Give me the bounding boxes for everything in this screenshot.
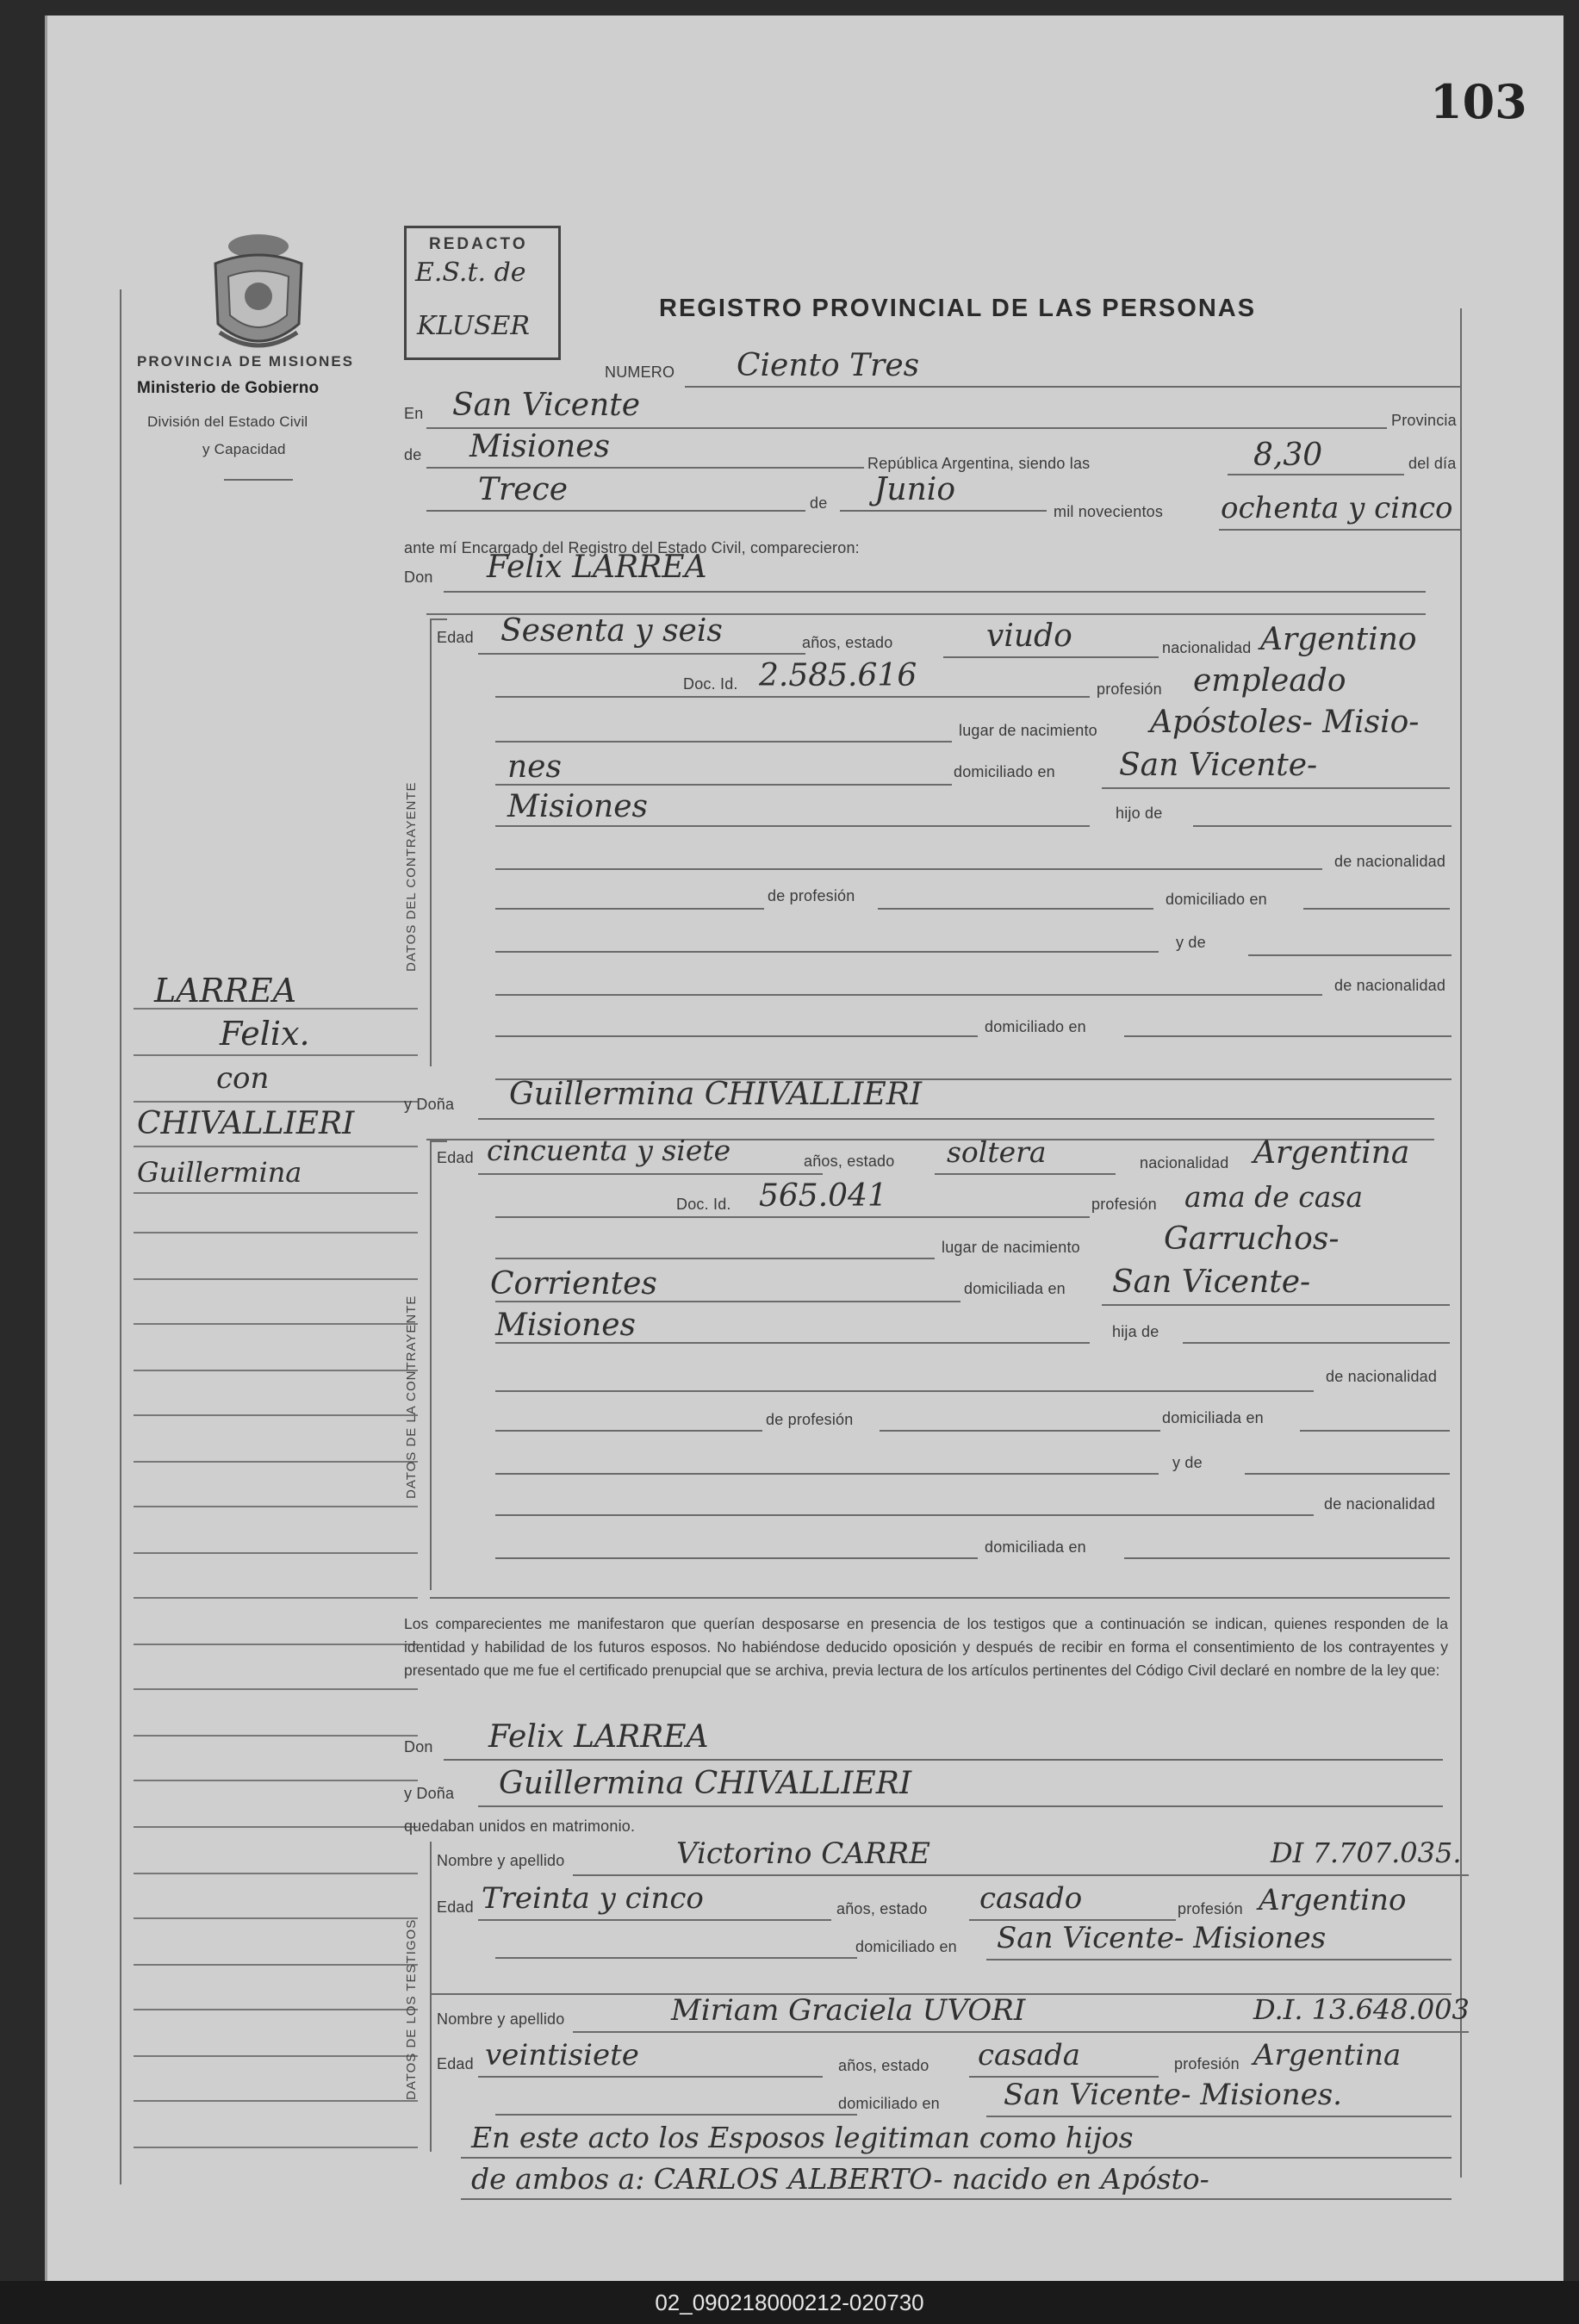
t1-prof-label: profesión: [1178, 1900, 1243, 1917]
contrayente-section-label: DATOS DEL CONTRAYENTE: [404, 781, 419, 972]
republica-label: República Argentina, siendo las: [867, 455, 1091, 472]
margin-note-line-1: LARREA: [154, 972, 297, 1010]
t2-anos-label: años, estado: [838, 2057, 929, 2074]
edad-f-value: cincuenta y siete: [487, 1134, 731, 1167]
t2-doc-value: D.I. 13.648.003: [1253, 1993, 1470, 2026]
y-de-label: y de: [1176, 934, 1206, 951]
quedaban-label: quedaban unidos en matrimonio.: [404, 1818, 636, 1835]
stamp-label: REDACTO: [429, 235, 528, 253]
dom-label: domiciliado en: [954, 763, 1055, 780]
de-nacionalidad-label-2: de nacionalidad: [1334, 977, 1446, 994]
legitimation-note-line-1: En este acto los Esposos legitiman como hijos: [471, 2121, 1134, 2154]
anos-label: años, estado: [802, 634, 893, 651]
redacto-stamp: [404, 226, 561, 360]
de-value: Misiones: [469, 429, 611, 464]
t2-nombre-label: Nombre y apellido: [437, 2010, 565, 2028]
document-title: REGISTRO PROVINCIAL DE LAS PERSONAS: [659, 295, 1257, 322]
de-profesion-label: de profesión: [768, 887, 855, 904]
union-dona-value: Guillermina CHIVALLIERI: [499, 1766, 912, 1801]
lugar-value-2: nes: [507, 749, 562, 785]
dona-value: Guillermina CHIVALLIERI: [509, 1077, 923, 1112]
t1-anos-label: años, estado: [836, 1900, 928, 1917]
t2-edad-value: veintisiete: [485, 2038, 639, 2072]
prof-f-value: ama de casa: [1184, 1180, 1364, 1214]
lugar-label: lugar de nacimiento: [959, 722, 1097, 739]
numero-label: NUMERO: [605, 364, 675, 381]
t1-doc-value: DI 7.707.035.: [1271, 1836, 1462, 1869]
doc-f-label: Doc. Id.: [676, 1196, 731, 1213]
t1-edad-value: Treinta y cinco: [482, 1881, 704, 1916]
estado-f-value: soltera: [947, 1135, 1047, 1169]
prof-value: empleado: [1193, 663, 1346, 699]
lugar-f-label: lugar de nacimiento: [942, 1239, 1080, 1256]
nac-f-label: nacionalidad: [1140, 1154, 1229, 1171]
del-dia-label: del día: [1408, 455, 1457, 472]
ante-label: ante mí Encargado del Registro del Estado Civil, comparecieron:: [404, 539, 860, 556]
header-divider: [224, 479, 293, 481]
contrayente-bracket: [430, 618, 432, 1066]
prof-label: profesión: [1097, 680, 1162, 698]
de-nacionalidad-f-label-2: de nacionalidad: [1324, 1495, 1436, 1513]
hora-value: 8,30: [1253, 438, 1323, 473]
de-nacionalidad-label: de nacionalidad: [1334, 853, 1446, 870]
anio-value: ochenta y cinco: [1221, 491, 1453, 525]
nac-f-value: Argentina: [1253, 1135, 1410, 1171]
lugar-value: Apóstoles- Misio-: [1150, 705, 1420, 740]
numero-value: Ciento Tres: [737, 348, 920, 383]
nac-value: Argentino: [1260, 622, 1417, 657]
margin-note-line-4: CHIVALLIERI: [137, 1106, 355, 1141]
hija-label: hija de: [1112, 1323, 1159, 1340]
union-don-value: Felix LARREA: [488, 1719, 709, 1755]
doc-value: 2.585.616: [759, 658, 917, 693]
de-profesion-f-label: de profesión: [766, 1411, 854, 1428]
declaration-paragraph: Los comparecientes me manifestaron que querían desposarse en presencia de los testigos que a continuación se indican, quienes responden de la identidad y habilidad de los futuros esposos. No habiéndose deducido oposición y después de recibir en forma el consentimiento de los contrayentes y presentado que me fue el certificado prenupcial que se archiva, previa lectura de los artículos pertinentes del Código Civil declaré en nombre de la ley que:: [404, 1615, 1448, 1679]
t2-prof-value: Argentina: [1253, 2038, 1402, 2072]
t2-edad-label: Edad: [437, 2055, 474, 2072]
de-nacionalidad-f-label: de nacionalidad: [1326, 1368, 1438, 1385]
edad-f-label: Edad: [437, 1149, 474, 1166]
legitimation-note-line-2: de ambos a: CARLOS ALBERTO- nacido en Apósto-: [471, 2162, 1209, 2196]
dom-value-2: Misiones: [507, 789, 649, 824]
prof-f-label: profesión: [1091, 1196, 1157, 1213]
footer-code: 02_090218000212-020730: [0, 2281, 1579, 2324]
edad-label: Edad: [437, 629, 474, 646]
contrayente-f-bracket: [430, 1140, 432, 1590]
contrayente-f-section-label: DATOS DE LA CONTRAYENTE: [404, 1295, 419, 1499]
t1-prof-value: Argentino: [1259, 1883, 1407, 1917]
dom-f-value: San Vicente-: [1112, 1265, 1311, 1300]
en-label: En: [404, 405, 424, 422]
testigos-bracket: [430, 1842, 432, 2152]
union-don-label: Don: [404, 1738, 433, 1755]
t1-nombre-label: Nombre y apellido: [437, 1852, 565, 1869]
t2-estado-value: casada: [978, 2038, 1081, 2072]
don-label: Don: [404, 569, 433, 586]
dom-value: San Vicente-: [1119, 748, 1318, 783]
hijo-label: hijo de: [1116, 805, 1163, 822]
t1-nombre-value: Victorino CARRE: [676, 1836, 930, 1871]
lugar-f-value-2: Corrientes: [490, 1266, 657, 1302]
doc-label: Doc. Id.: [683, 675, 738, 693]
t2-prof-label: profesión: [1174, 2055, 1240, 2072]
de2-label: de: [810, 494, 828, 512]
edad-value: Sesenta y seis: [500, 613, 723, 649]
de-label: de: [404, 446, 422, 463]
mes-value: Junio: [874, 472, 955, 507]
don-value: Felix LARREA: [487, 550, 707, 585]
division-label: División del Estado Civil: [147, 413, 308, 430]
left-margin-rule: [120, 289, 121, 2184]
testigos-section-label: DATOS DE LOS TESTIGOS: [404, 1918, 419, 2100]
union-dona-label: y Doña: [404, 1785, 455, 1802]
dom-f-label: domiciliada en: [964, 1280, 1066, 1297]
mil-label: mil novecientos: [1054, 503, 1164, 520]
margin-note-line-5: Guillermina: [137, 1156, 302, 1189]
t2-nombre-value: Miriam Graciela UVORI: [671, 1993, 1026, 2028]
margin-note-line-3: con: [216, 1061, 270, 1096]
nac-label: nacionalidad: [1162, 639, 1252, 656]
provincia-label: Provincia: [1391, 412, 1457, 429]
anos-f-label: años, estado: [804, 1153, 895, 1170]
division-label-2: y Capacidad: [202, 441, 286, 457]
ministry-label: Ministerio de Gobierno: [137, 379, 320, 397]
doc-f-value: 565.041: [759, 1178, 887, 1214]
t1-edad-label: Edad: [437, 1898, 474, 1916]
stamp-line-1: E.S.t. de: [415, 258, 526, 288]
domiciliado-en-label-2: domiciliado en: [985, 1018, 1086, 1035]
domiciliada-en-label-2: domiciliada en: [985, 1538, 1086, 1556]
dona-label: y Doña: [404, 1096, 455, 1113]
stamp-line-2: KLUSER: [417, 311, 531, 341]
estado-value: viudo: [986, 618, 1072, 654]
coat-of-arms-icon: [202, 229, 314, 363]
right-frame-rule: [1460, 308, 1462, 2178]
lugar-f-value: Garruchos-: [1164, 1221, 1340, 1257]
domiciliado-en-label: domiciliado en: [1166, 891, 1267, 908]
margin-note-line-2: Felix.: [220, 1015, 310, 1053]
page-number: 103: [1430, 74, 1527, 129]
t2-dom-value: San Vicente- Misiones.: [1004, 2078, 1342, 2112]
t1-dom-value: San Vicente- Misiones: [997, 1921, 1327, 1955]
t2-dom-label: domiciliado en: [838, 2095, 940, 2112]
t1-estado-value: casado: [979, 1881, 1083, 1916]
domiciliada-en-label: domiciliada en: [1162, 1409, 1264, 1426]
en-value: San Vicente: [452, 388, 641, 423]
register-page: [45, 16, 1563, 2281]
dom-f-value-2: Misiones: [495, 1308, 637, 1343]
province-label: PROVINCIA DE MISIONES: [137, 353, 355, 370]
dia-value: Trece: [478, 472, 568, 507]
y-de-f-label: y de: [1172, 1454, 1203, 1471]
t1-dom-label: domiciliado en: [855, 1938, 957, 1955]
